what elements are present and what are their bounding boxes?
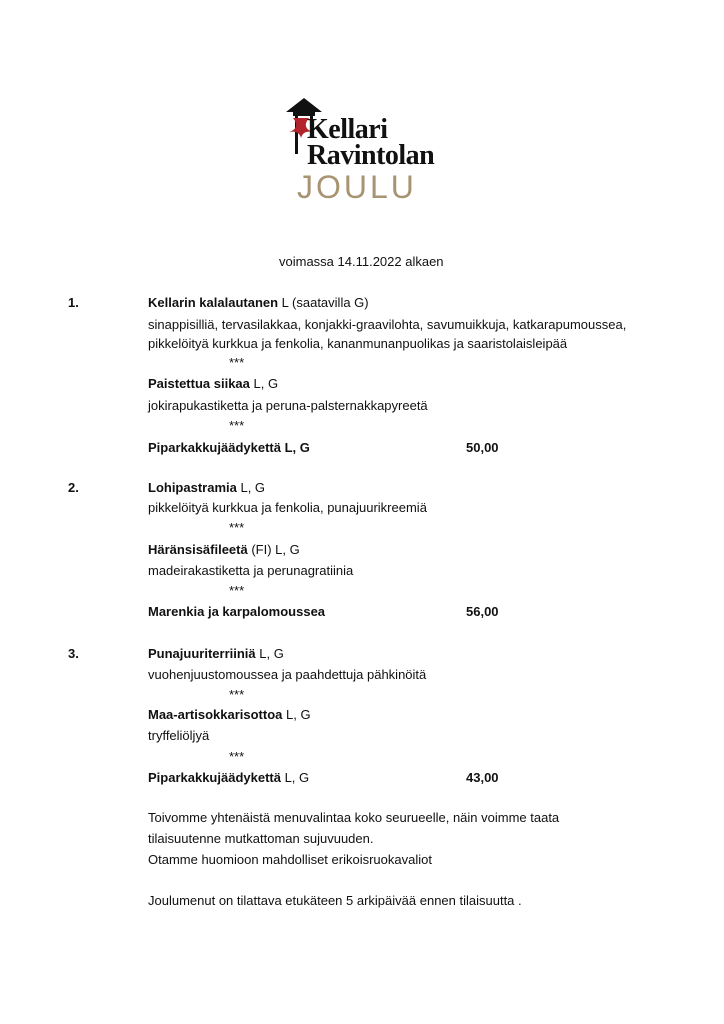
menu-1-main bbox=[148, 376, 278, 391]
menu-1-starter bbox=[148, 295, 369, 310]
dish-name: Marenkia ja karpalomoussea bbox=[148, 604, 326, 619]
separator: *** bbox=[229, 418, 245, 433]
menu-1-number: 1. bbox=[68, 295, 79, 310]
restaurant-logo bbox=[283, 96, 443, 208]
logo-kellari: Kellari bbox=[307, 114, 388, 145]
menu-3-dessert bbox=[148, 770, 309, 785]
dish-name: Paistettua siikaa bbox=[148, 376, 250, 391]
separator: *** bbox=[229, 749, 245, 764]
separator: *** bbox=[229, 520, 245, 535]
dish-tags: L, G bbox=[255, 646, 284, 661]
menu-2-price: 56,00 bbox=[466, 604, 499, 619]
separator: *** bbox=[229, 687, 245, 702]
dish-tags: L, G bbox=[280, 770, 310, 785]
validity-date: voimassa 14.11.2022 alkaen bbox=[279, 254, 444, 269]
menu-3-starter bbox=[148, 646, 284, 661]
menu-2-starter-desc: pikkelöityä kurkkua ja fenkolia, punajuurikreemiä bbox=[148, 500, 427, 515]
dish-tags: L, G bbox=[236, 480, 266, 495]
dish-tags: L (saatavilla G) bbox=[278, 295, 369, 310]
menu-2-number: 2. bbox=[68, 480, 79, 495]
logo-ravintolan: Ravintolan bbox=[307, 140, 435, 171]
separator: *** bbox=[229, 583, 245, 598]
menu-1-starter-desc-1: sinappisilliä, tervasilakkaa, konjakki-graavilohta, savumuikkuja, katkarapumoussea, bbox=[148, 317, 627, 332]
menu-1-starter-desc-2: pikkelöityä kurkkua ja fenkolia, kananmunanpuolikas ja saaristolaisleipää bbox=[148, 336, 568, 351]
dish-name: Piparkakkujäädykettä bbox=[148, 770, 281, 785]
note-line-3: Otamme huomioon mahdolliset erikoisruokavaliot bbox=[148, 852, 432, 867]
dish-name: Häränsisäfileetä bbox=[148, 542, 248, 557]
note-line-1: Toivomme yhtenäistä menuvalintaa koko seurueelle, näin voimme taata bbox=[148, 810, 560, 825]
menu-2-starter bbox=[148, 480, 265, 495]
menu-2-main-desc: madeirakastiketta ja perunagratiinia bbox=[148, 563, 354, 578]
dish-name: Piparkakkujäädykettä L, G bbox=[148, 440, 310, 455]
note-line-2: tilaisuutenne mutkattoman sujuvuuden. bbox=[148, 831, 374, 846]
menu-3-main bbox=[148, 707, 311, 722]
menu-1-price: 50,00 bbox=[466, 440, 499, 455]
menu-3-number: 3. bbox=[68, 646, 79, 661]
dish-tags: L, G bbox=[249, 376, 279, 391]
menu-2-dessert bbox=[148, 604, 325, 619]
menu-3-starter-desc: vuohenjuustomoussea ja paahdettuja pähkinöitä bbox=[148, 667, 427, 682]
menu-1-dessert bbox=[148, 440, 310, 455]
dish-name: Punajuuriterriiniä bbox=[148, 646, 256, 661]
separator: *** bbox=[229, 355, 245, 370]
menu-1-main-desc: jokirapukastiketta ja peruna-palsternakkapyreetä bbox=[148, 398, 428, 413]
dish-tags: L, G bbox=[282, 707, 311, 722]
menu-3-price: 43,00 bbox=[466, 770, 499, 785]
menu-2-main bbox=[148, 542, 300, 557]
dish-tags: (FI) L, G bbox=[247, 542, 300, 557]
note-line-4: Joulumenut on tilattava etukäteen 5 arkipäivää ennen tilaisuutta . bbox=[148, 893, 522, 908]
menu-3-main-desc: tryffeliöljyä bbox=[148, 728, 210, 743]
dish-name: Lohipastramia bbox=[148, 480, 237, 495]
dish-name: Maa-artisokkarisottoa bbox=[148, 707, 283, 722]
dish-name: Kellarin kalalautanen bbox=[148, 295, 279, 310]
logo-joulu: JOULU bbox=[297, 169, 417, 205]
